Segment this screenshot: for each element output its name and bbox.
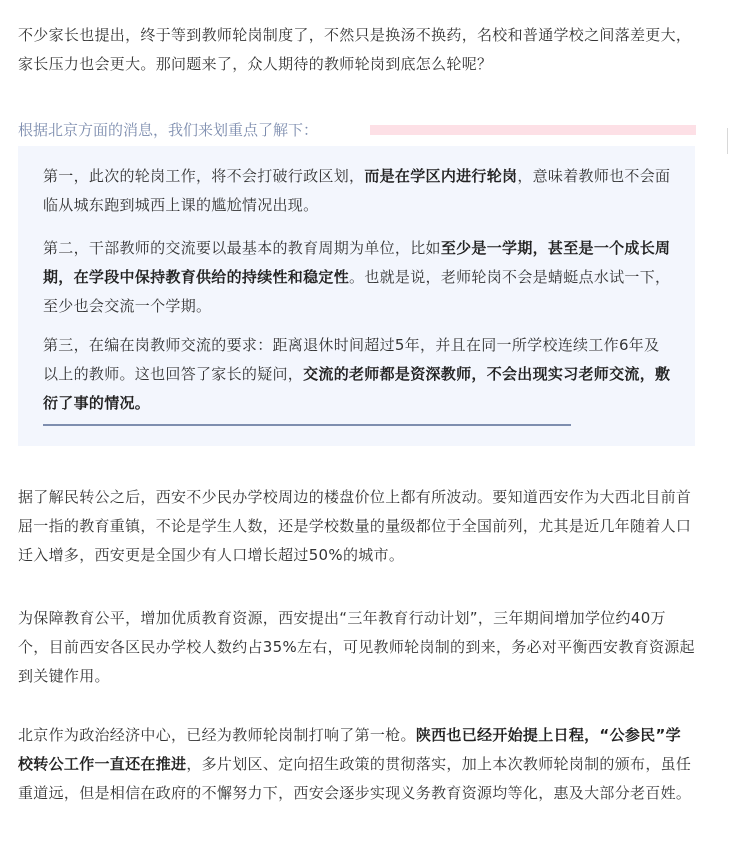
key-point-1-bold: 而是在学区内进行轮岗	[364, 167, 518, 185]
paragraph-4-bold: 陕西也已经开始提上日程，“公参民”学校转公工作一直还在推进	[18, 726, 681, 773]
section-header	[18, 118, 696, 142]
intro-paragraph	[18, 21, 696, 79]
section-header-highlight	[370, 125, 696, 135]
key-point-2-bold: 至少是一学期，甚至是一个成长周期，在学段中保持教育供给的持续性和稳定性	[43, 239, 671, 286]
key-point-1-text: 第一，此次的轮岗工作，将不会打破行政区划，	[43, 167, 365, 185]
key-point-2	[43, 234, 673, 321]
key-point-2-text-end: 。也就是说，老师轮岗不会是蜻蜓点水试一下，至少也会交流一个学期。	[43, 268, 671, 315]
paragraph-2-text: 据了解民转公之后，西安不少民办学校周边的楼盘价位上都有所波动。要知道西安作为大西北目前首屈一指的教育重镇，不论是学生人数，还是学校数量的量级都位于全国前列，尤其是近几年随着人口迁入增多，西安更是全国少有人口增长超过50%的城市。	[18, 488, 692, 564]
key-point-3	[43, 331, 673, 418]
intro-text: 不少家长也提出，终于等到教师轮岗制度了，不然只是换汤不换药，名校和普通学校之间落差更大，家长压力也会更大。那问题来了，众人期待的教师轮岗到底怎么轮呢？	[18, 26, 692, 73]
paragraph-4-text: 北京作为政治经济中心，已经为教师轮岗制打响了第一枪。	[18, 726, 416, 744]
paragraph-2	[18, 483, 696, 570]
key-point-3-text: 第三，在编在岗教师交流的要求：距离退休时间超过5年，并且在同一所学校连续工作6年及以上的教师。这也回答了家长的疑问，	[43, 336, 660, 383]
box-underline	[43, 424, 571, 426]
key-point-3-bold: 交流的老师都是资深教师，不会出现实习老师交流，敷衍了事的情况。	[43, 365, 671, 412]
key-point-1-text-end: ，意味着教师也不会面临从城东跑到城西上课的尴尬情况出现。	[43, 167, 671, 214]
section-title: 根据北京方面的消息，我们来划重点了解下：	[18, 118, 324, 142]
paragraph-3-text: 为保障教育公平，增加优质教育资源，西安提出“三年教育行动计划”，三年期间增加学位约40万个，目前西安各区民办学校人数约占35%左右，可见教师轮岗制的到来，务必对平衡西安教育资源起到关键作用。	[18, 609, 695, 685]
key-points-box	[18, 146, 695, 446]
key-point-1	[43, 162, 673, 220]
paragraph-4-text-end: ，多片划区、定向招生政策的贯彻落实，加上本次教师轮岗制的颁布，虽任重道远，但是相信在政府的不懈努力下，西安会逐步实现义务教育资源均等化，惠及大部分老百姓。	[18, 755, 692, 802]
paragraph-4	[18, 721, 696, 808]
paragraph-3	[18, 604, 696, 691]
edge-divider	[727, 128, 728, 154]
key-point-2-text: 第二，干部教师的交流要以最基本的教育周期为单位，比如	[43, 239, 441, 257]
